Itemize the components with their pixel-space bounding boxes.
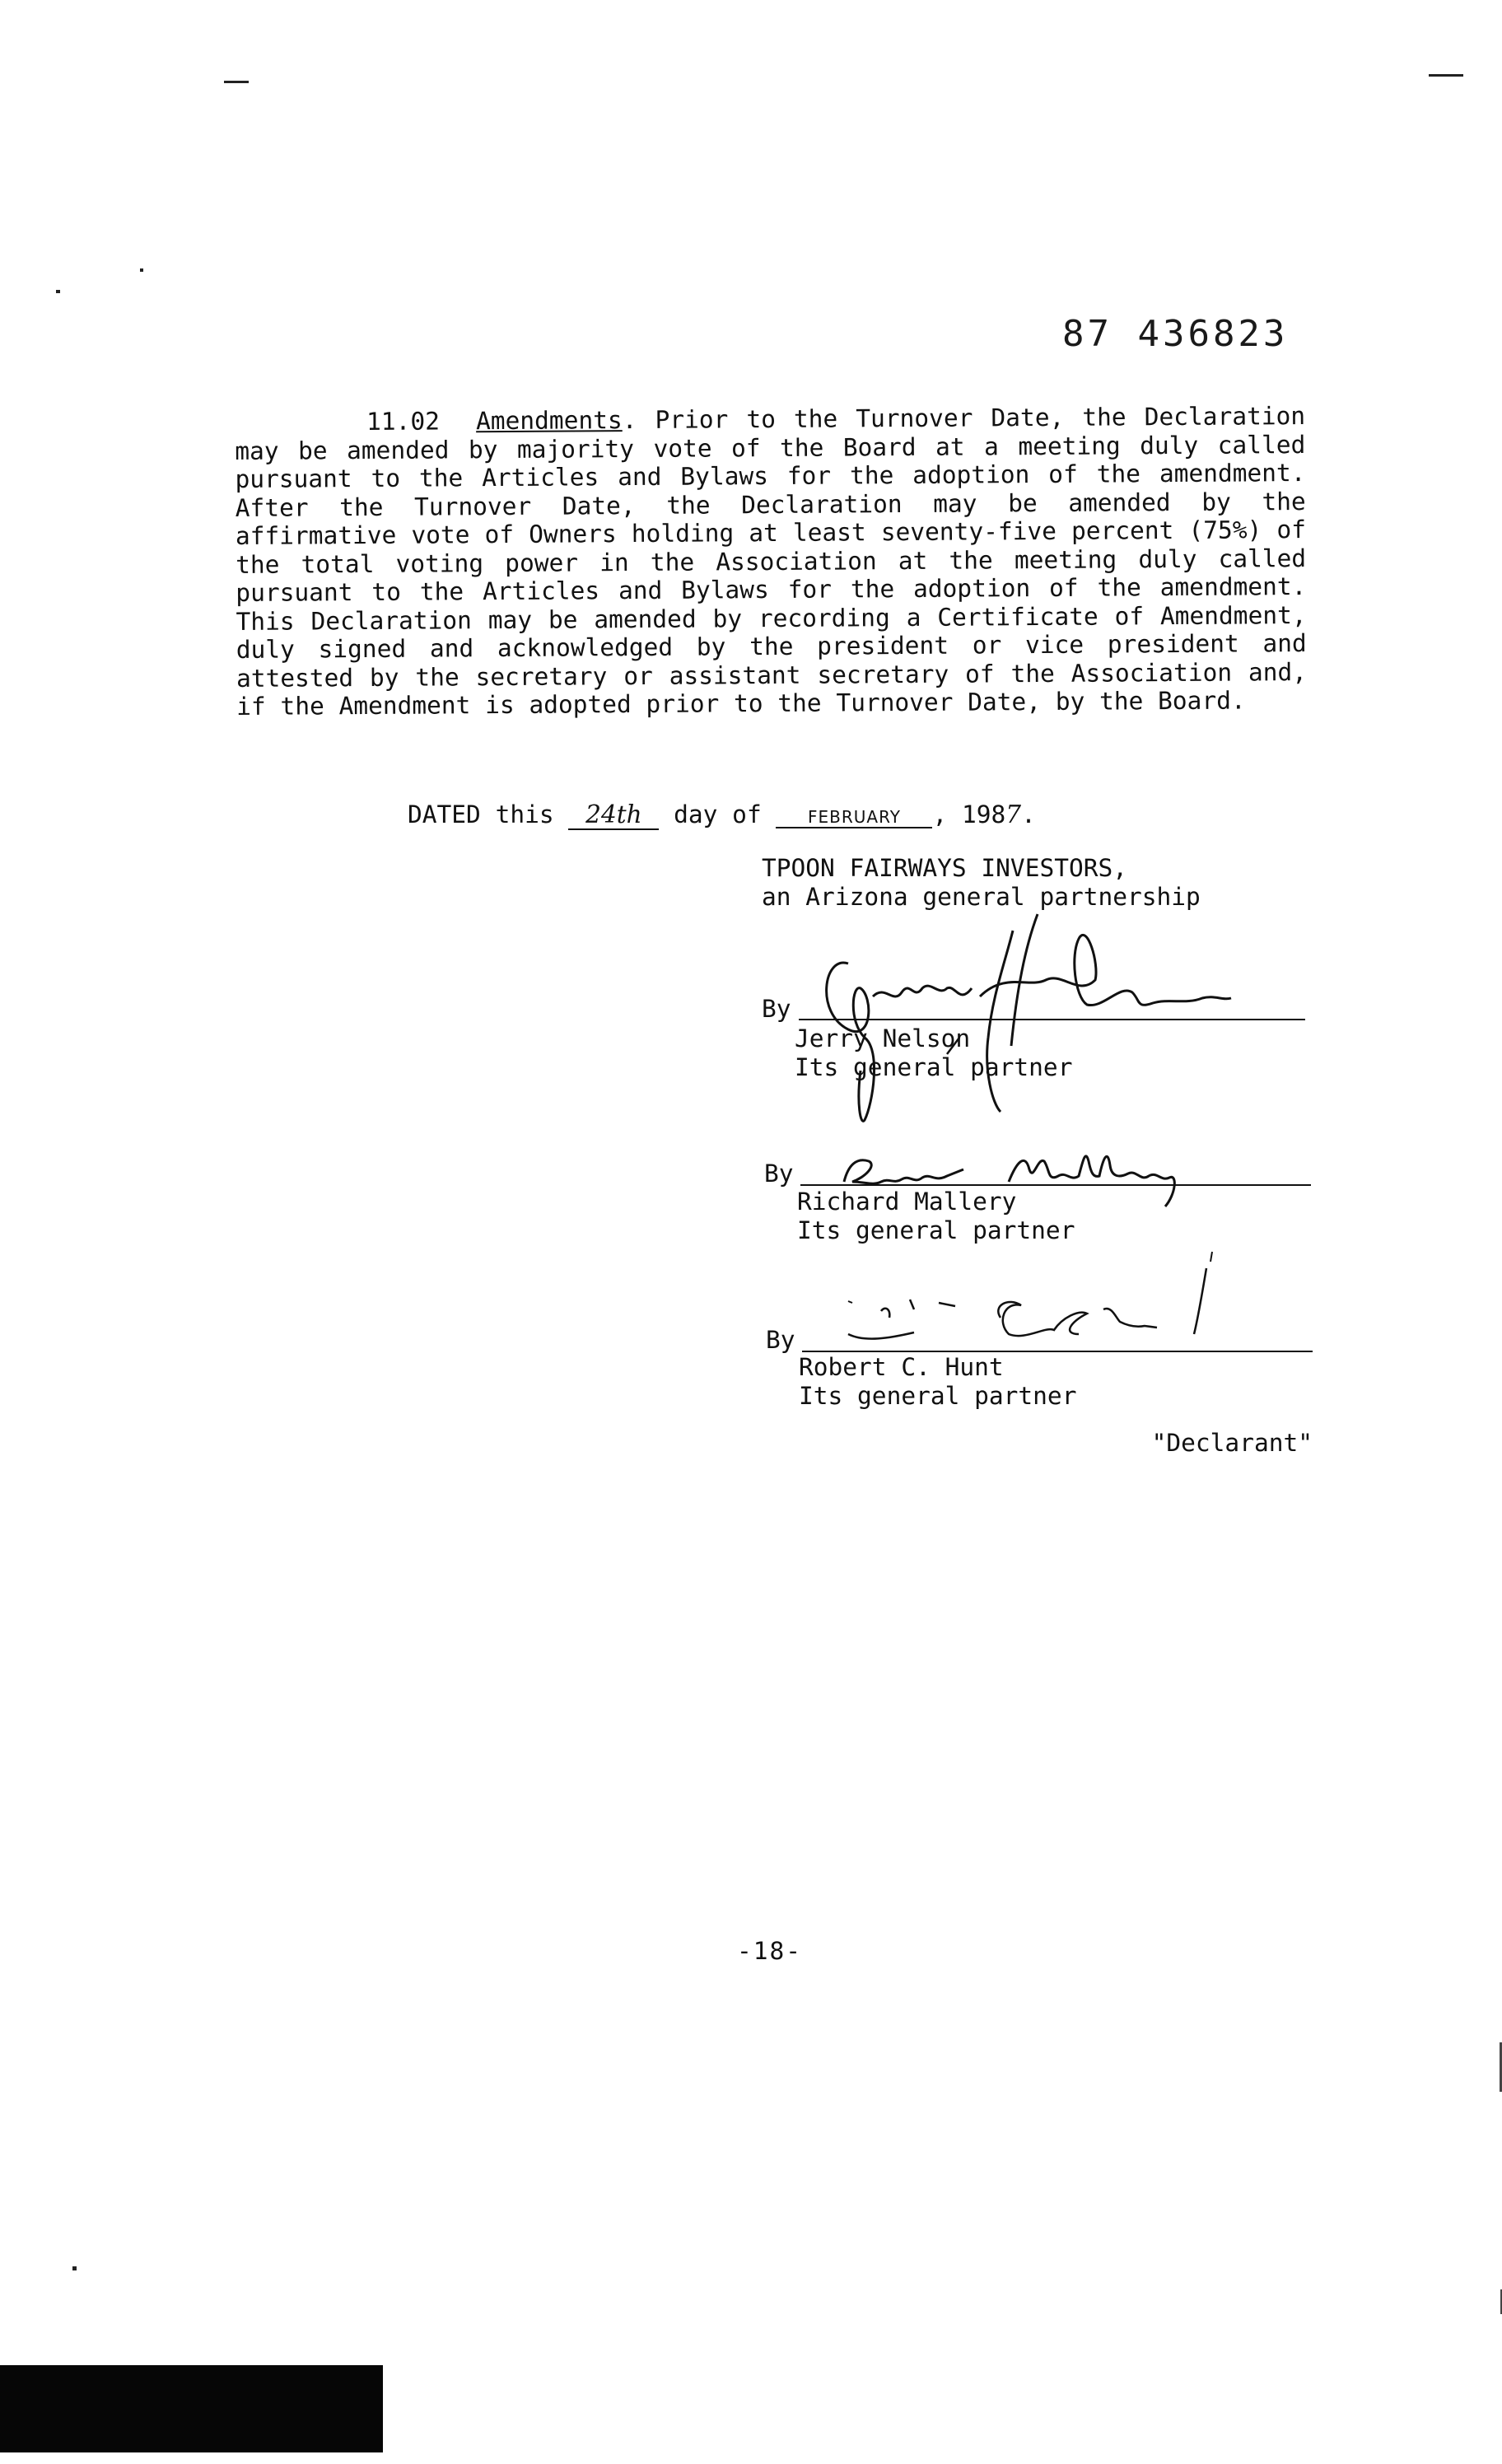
- signatory-title: Its general partner: [795, 1053, 1073, 1081]
- signatory-name: Jerry Nelson: [795, 1024, 971, 1052]
- entity-name: TPOON FAIRWAYS INVESTORS,: [762, 854, 1128, 882]
- section-body: [235, 402, 1307, 721]
- scan-speck: [140, 268, 143, 272]
- signatory-name: Richard Mallery: [797, 1188, 1017, 1216]
- dated-month: FEBRUARY: [776, 807, 932, 828]
- declarant-label: "Declarant": [1151, 1429, 1313, 1457]
- scan-speck: [1429, 74, 1463, 77]
- dated-day: 24th: [568, 800, 659, 830]
- dated-line: [408, 800, 1036, 830]
- section-text: . Prior to the Turnover Date, the Declaration may be amended by majority vote of the Board at a meeting duly called pursuant to the Articles and Bylaws for the adoption of the amendment. After the Turnover Date, the Declaration may be amended by the affirmative vote of Owners holding at least seventy-five percent (75%) of the total voting power in the Association at the meeting duly called pursuant to the Articles and Bylaws for the adoption of the amendment. This Declaration may be amended by recording a Certificate of Amendment, duly signed and acknowledged by the president or vice president and attested by the secretary or assistant secretary of the Association and, if the Amendment is adopted prior to the Turnover Date, by the Board.: [235, 402, 1308, 721]
- signature-by-label: By: [762, 995, 791, 1023]
- signatory-title: Its general partner: [799, 1382, 1077, 1410]
- signature-by-label: By: [764, 1160, 794, 1188]
- signatory-name: Robert C. Hunt: [799, 1353, 1004, 1381]
- dated-mid: day of: [674, 800, 762, 828]
- signature-robert-hunt: [832, 1252, 1243, 1359]
- scan-speck: [56, 290, 60, 293]
- scan-redaction-bar: [0, 2365, 383, 2452]
- entity-description: an Arizona general partnership: [762, 883, 1201, 911]
- declarant-entity: [762, 854, 1201, 912]
- signature-jerry-nelson: [815, 906, 1243, 1128]
- dated-year-digit: 7: [1005, 800, 1022, 828]
- scan-speck: [72, 2266, 77, 2270]
- signature-by-label: By: [766, 1326, 795, 1354]
- section-heading: Amendments: [475, 406, 623, 436]
- signatory-title: Its general partner: [797, 1216, 1075, 1244]
- dated-prefix: DATED this: [408, 800, 554, 828]
- dated-year-prefix: , 198: [932, 800, 1006, 828]
- page-number: -18-: [737, 1937, 803, 1965]
- section-number: 11.02: [366, 407, 441, 436]
- recording-number: 87 436823: [1062, 313, 1289, 355]
- scan-speck: [224, 81, 249, 83]
- dated-suffix: .: [1021, 800, 1036, 828]
